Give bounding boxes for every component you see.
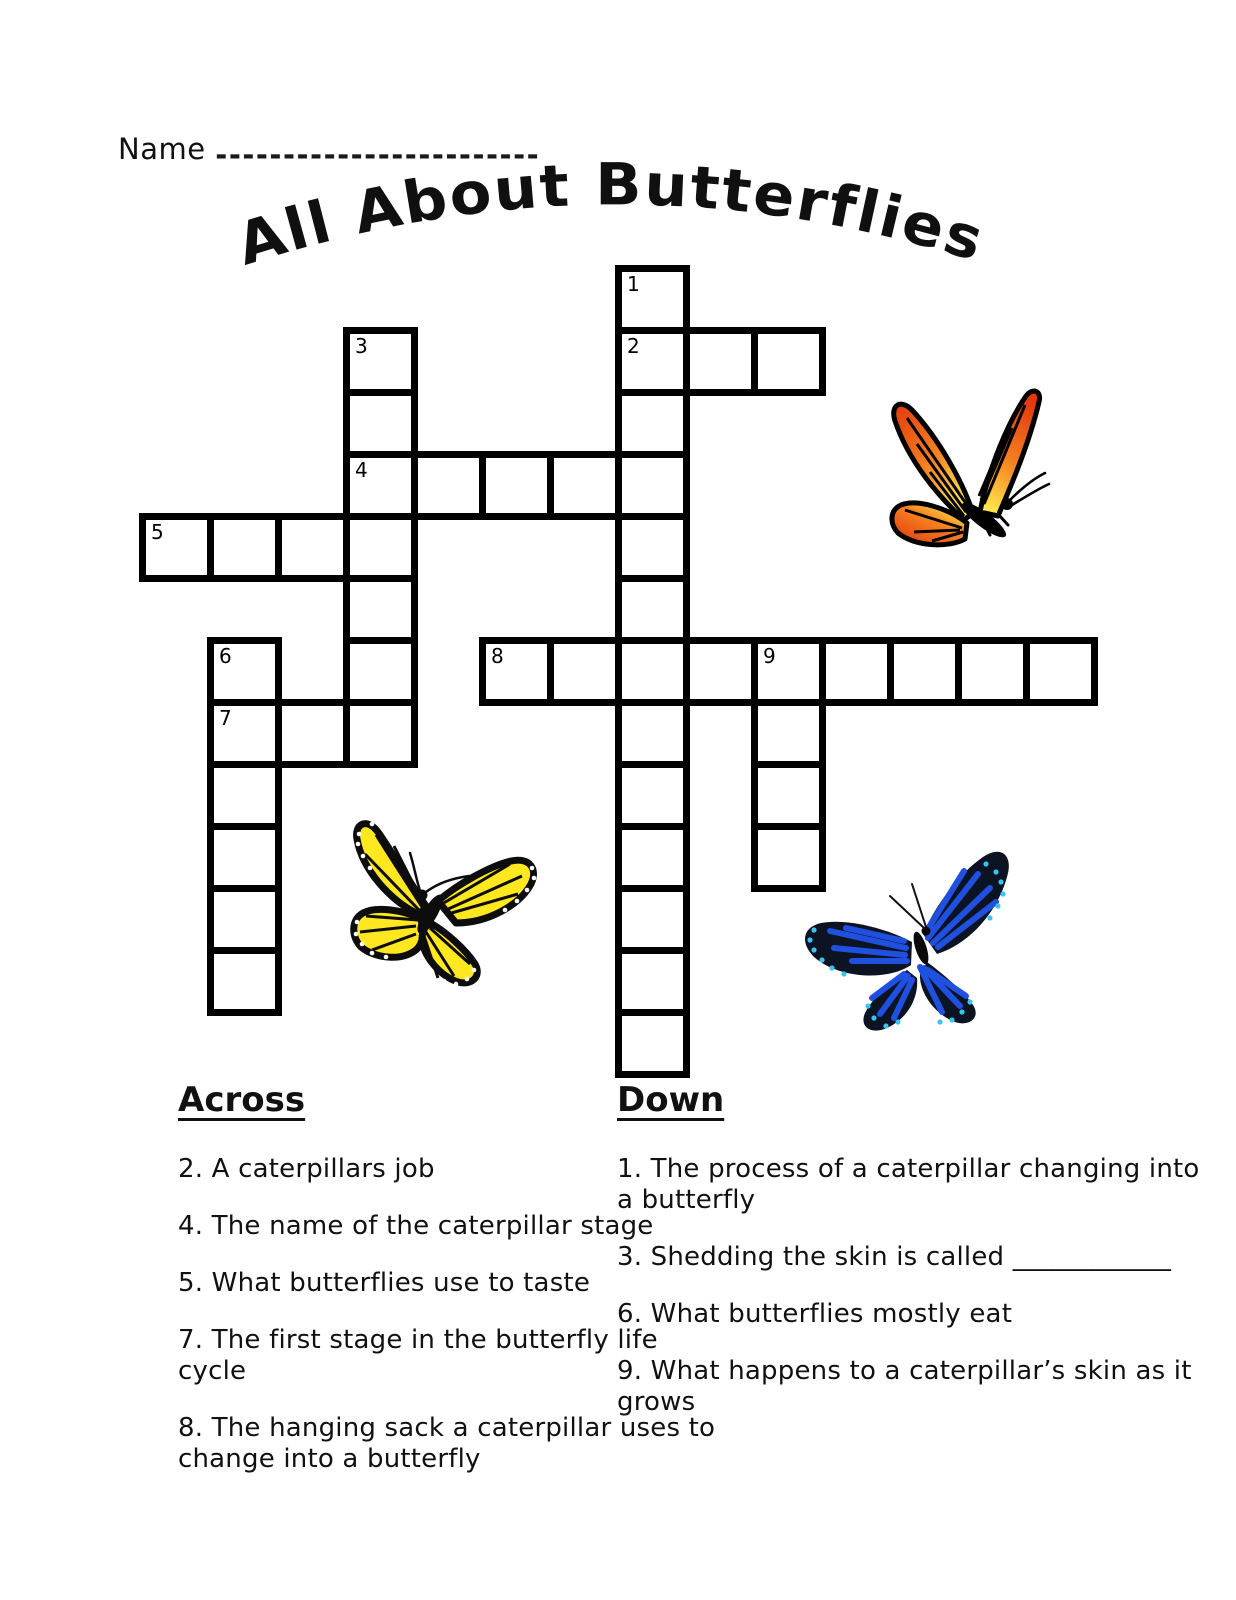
grid-cell[interactable]	[683, 637, 758, 706]
grid-cell[interactable]	[343, 575, 418, 644]
blue-butterfly-image	[800, 846, 1014, 1036]
grid-cell[interactable]	[615, 885, 690, 954]
grid-cell[interactable]	[819, 637, 894, 706]
clue-line: 1. The process of a caterpillar changing into	[617, 1154, 1200, 1184]
grid-cell[interactable]	[411, 451, 486, 520]
grid-cell[interactable]	[615, 947, 690, 1016]
grid-cell[interactable]	[275, 513, 350, 582]
yellow-butterfly-image	[350, 806, 540, 988]
grid-cell[interactable]	[343, 513, 418, 582]
grid-cell[interactable]	[751, 699, 826, 768]
clue-down-3	[617, 1242, 1197, 1273]
grid-number-7: 7	[219, 706, 232, 730]
orange-butterfly-image	[872, 380, 1052, 555]
grid-cell[interactable]	[275, 699, 350, 768]
grid-cell[interactable]	[343, 389, 418, 458]
grid-number-6: 6	[219, 644, 232, 668]
name-input[interactable]: ------------------------	[215, 138, 541, 172]
grid-cell[interactable]	[615, 575, 690, 644]
clue-line: 2. A caterpillars job	[178, 1154, 435, 1184]
grid-cell[interactable]	[615, 389, 690, 458]
grid-cell[interactable]	[1023, 637, 1098, 706]
grid-cell[interactable]	[343, 637, 418, 706]
grid-number-5: 5	[151, 520, 164, 544]
grid-cell[interactable]	[343, 699, 418, 768]
clue-across-8	[178, 1413, 716, 1475]
name-label: Name	[118, 132, 206, 166]
clue-line: a butterfly	[617, 1185, 756, 1215]
down-heading: Down	[617, 1080, 725, 1120]
grid-cell[interactable]	[615, 513, 690, 582]
clue-down-6	[617, 1299, 1197, 1330]
down-clues-section	[617, 1080, 1200, 1444]
clue-line: 5. What butterflies use to taste	[178, 1268, 591, 1298]
page-title-text: All About Butterflies	[228, 150, 992, 279]
grid-cell[interactable]	[547, 637, 622, 706]
clue-line: 7. The first stage in the butterfly life	[178, 1325, 658, 1355]
clue-down-9	[617, 1356, 1197, 1418]
grid-cell[interactable]	[887, 637, 962, 706]
grid-cell[interactable]	[955, 637, 1030, 706]
clue-line: 4. The name of the caterpillar stage	[178, 1211, 654, 1241]
grid-cell[interactable]	[479, 451, 554, 520]
grid-number-9: 9	[763, 644, 776, 668]
clue-down-1	[617, 1154, 1200, 1216]
grid-cell[interactable]	[615, 823, 690, 892]
clue-across-4	[178, 1211, 654, 1242]
grid-number-1: 1	[627, 272, 640, 296]
grid-cell[interactable]	[615, 451, 690, 520]
grid-number-4: 4	[355, 458, 368, 482]
grid-cell[interactable]	[751, 327, 826, 396]
down-list	[617, 1154, 1200, 1418]
grid-cell[interactable]	[207, 947, 282, 1016]
grid-cell[interactable]	[615, 699, 690, 768]
grid-cell[interactable]	[547, 451, 622, 520]
clue-line: change into a butterfly	[178, 1444, 481, 1474]
grid-number-8: 8	[491, 644, 504, 668]
clue-line: 3. Shedding the skin is called ____________	[617, 1242, 1172, 1272]
grid-cell[interactable]	[615, 637, 690, 706]
clue-across-2	[178, 1154, 608, 1185]
orange-right-forewing	[980, 391, 1040, 516]
grid-cell[interactable]	[207, 823, 282, 892]
clue-line: 9. What happens to a caterpillar’s skin as it	[617, 1356, 1192, 1386]
clue-line: cycle	[178, 1356, 247, 1386]
grid-cell[interactable]	[683, 327, 758, 396]
grid-cell[interactable]	[207, 513, 282, 582]
grid-cell[interactable]	[615, 1009, 690, 1078]
clue-line: grows	[617, 1387, 696, 1417]
clue-line: 8. The hanging sack a caterpillar uses to	[178, 1413, 716, 1443]
grid-cell[interactable]	[207, 761, 282, 830]
grid-cell[interactable]	[751, 761, 826, 830]
clue-line: 6. What butterflies mostly eat	[617, 1299, 1013, 1329]
grid-cell[interactable]	[207, 885, 282, 954]
grid-number-3: 3	[355, 334, 368, 358]
clue-across-7	[178, 1325, 658, 1387]
across-heading: Across	[178, 1080, 306, 1120]
blue-antennae	[890, 884, 926, 928]
grid-number-2: 2	[627, 334, 640, 358]
clue-across-5	[178, 1268, 608, 1299]
grid-cell[interactable]	[615, 761, 690, 830]
